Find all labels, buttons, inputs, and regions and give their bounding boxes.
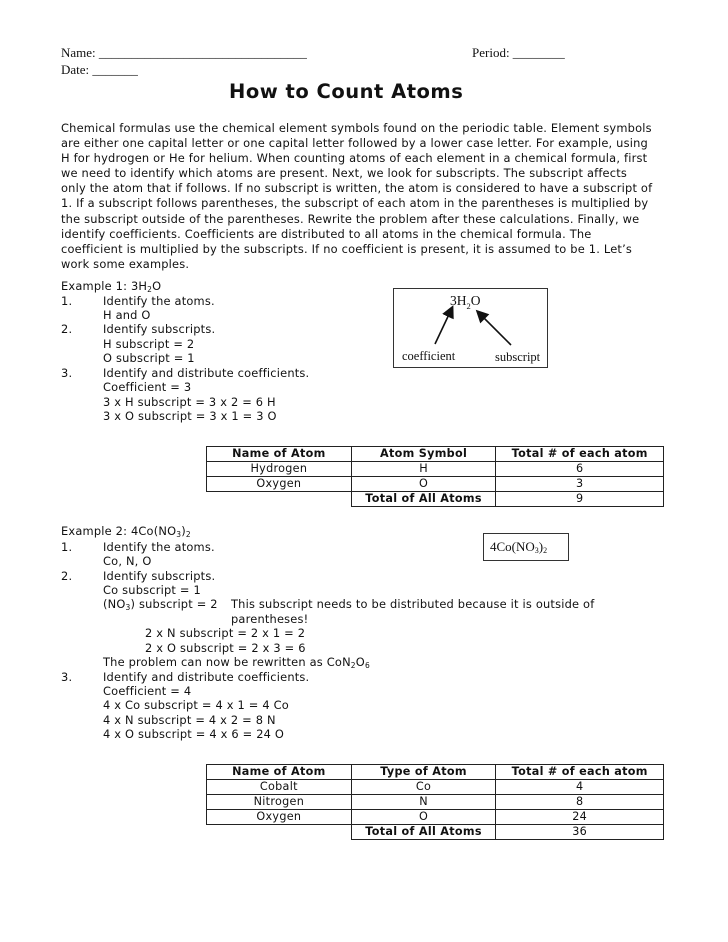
intro-line: the subscript outside of the parentheses. Rewrite the problem after these calculations. Finally, we — [61, 211, 640, 226]
intro-line: 1. If a subscript follows parentheses, the subscript of each atom in the parentheses is multiplied by — [61, 196, 649, 211]
example2-step2-detail: $(NO_3)$ subscript = 2 — [103, 597, 218, 612]
diagram-formula: $3H_2O$ — [450, 293, 481, 311]
intro-line: only the atom that if follows. If no subscript is written, the atom is considered to have a subscript of — [61, 181, 653, 196]
table-header-row — [207, 447, 664, 462]
example1-heading: Example 1: $3H_2O$ — [61, 279, 162, 294]
table-header-cell: Total # of each atom — [496, 765, 664, 780]
example2-step2-calc: 2 x O subscript = 2 x 3 = 6 — [145, 641, 306, 655]
table-header-cell: Total # of each atom — [496, 447, 664, 462]
example1-step3-number: 3. — [61, 366, 73, 380]
table-cell: Co — [351, 780, 496, 795]
table-row — [207, 810, 664, 825]
subscript-label: subscript — [495, 350, 541, 364]
table-empty-cell — [207, 492, 352, 507]
example2-step3-number: 3. — [61, 670, 73, 684]
coefficient-label: coefficient — [402, 349, 456, 363]
example2-step2-note: parentheses! — [231, 612, 309, 626]
table-total-label: Total of All Atoms — [351, 492, 496, 507]
example2-step2-detail: Co subscript = 1 — [103, 583, 201, 597]
table-total-label: Total of All Atoms — [351, 825, 496, 840]
table-total-row — [207, 492, 664, 507]
table-cell: H — [351, 462, 496, 477]
intro-line: are either one capital letter or one capital letter followed by a lower case letter. For example, using — [61, 136, 648, 151]
date-field-label: Date: _______ — [61, 62, 138, 77]
example2-box-formula: 4Co(NO3)2 — [490, 539, 548, 555]
table-cell: Oxygen — [207, 810, 352, 825]
example2-step3-detail: Coefficient = 4 — [103, 684, 192, 698]
example1-step3: Identify and distribute coefficients. — [103, 366, 310, 380]
table-cell: Hydrogen — [207, 462, 352, 477]
table-row — [207, 462, 664, 477]
table-header-cell: Name of Atom — [207, 447, 352, 462]
table-cell: 24 — [496, 810, 664, 825]
subscript-arrow — [478, 312, 511, 345]
table-row — [207, 795, 664, 810]
example1-step2: Identify subscripts. — [103, 322, 216, 336]
example2-step3-detail: 4 x Co subscript = 4 x 1 = 4 Co — [103, 698, 289, 712]
formula-diagram — [393, 288, 548, 368]
example1-step2-detail: H subscript = 2 — [103, 337, 195, 351]
intro-line: coefficient is multiplied by the subscripts. If no coefficient is present, it is assumed to be 1. Let’s — [61, 241, 633, 256]
table-row — [207, 780, 664, 795]
example2-step1-number: 1. — [61, 540, 73, 554]
table-cell: O — [351, 810, 496, 825]
intro-paragraph — [61, 121, 681, 272]
table-header-cell: Name of Atom — [207, 765, 352, 780]
page-title: How to Count Atoms — [229, 80, 464, 103]
intro-line: we need to identify which atoms are present. Next, we look for subscripts. The subscript affects — [61, 166, 628, 181]
example2-step2-calc: 2 x N subscript = 2 x 1 = 2 — [145, 626, 306, 640]
table-total-row — [207, 825, 664, 840]
intro-line: H for hydrogen or He for helium. When counting atoms of each element in a chemical formula, first — [61, 151, 648, 166]
example2-step3-detail: 4 x O subscript = 4 x 6 = 24 O — [103, 727, 285, 741]
example2-step3-detail: 4 x N subscript = 4 x 2 = 8 N — [103, 713, 276, 727]
intro-line: identify coefficients. Coefficients are distributed to all atoms in the chemical formula. The — [61, 226, 592, 241]
table-cell: 4 — [496, 780, 664, 795]
coefficient-arrow — [435, 308, 452, 344]
table-cell: Oxygen — [207, 477, 352, 492]
period-field-label: Period: ________ — [472, 45, 565, 60]
example1-step2-number: 2. — [61, 322, 73, 336]
example1-step1-number: 1. — [61, 294, 73, 308]
example1-atom-table — [206, 446, 664, 507]
example2-step3: Identify and distribute coefficients. — [103, 670, 310, 684]
table-cell: 3 — [496, 477, 664, 492]
table-cell: 8 — [496, 795, 664, 810]
table-total-value: 36 — [496, 825, 664, 840]
table-empty-cell — [207, 825, 352, 840]
example2-step1-detail: Co, N, O — [103, 554, 152, 568]
example1-step3-detail: 3 x H subscript = 3 x 2 = 6 H — [103, 395, 276, 409]
example2-step1: Identify the atoms. — [103, 540, 215, 554]
table-cell: Nitrogen — [207, 795, 352, 810]
example1-step3-detail: 3 x O subscript = 3 x 1 = 3 O — [103, 409, 277, 423]
example2-rewrite-text: The problem can now be rewritten as $CoN_2O_6$ — [103, 655, 370, 670]
table-cell: N — [351, 795, 496, 810]
name-field-label: Name: ________________________________ — [61, 45, 307, 60]
example2-step2-note: This subscript needs to be distributed because it is outside of — [231, 597, 595, 611]
table-header-cell: Atom Symbol — [351, 447, 496, 462]
table-total-value: 9 — [496, 492, 664, 507]
example2-heading: Example 2: $4Co(NO_3)_2$ — [61, 524, 191, 539]
table-cell: 6 — [496, 462, 664, 477]
example2-step2-number: 2. — [61, 569, 73, 583]
table-header-row — [207, 765, 664, 780]
intro-line: work some examples. — [61, 256, 190, 271]
example1-step1-detail: H and O — [103, 308, 151, 322]
example2-atom-table — [206, 764, 664, 840]
example1-step1: Identify the atoms. — [103, 294, 215, 308]
table-cell: O — [351, 477, 496, 492]
example2-step2: Identify subscripts. — [103, 569, 216, 583]
example1-step2-detail: O subscript = 1 — [103, 351, 195, 365]
table-cell: Cobalt — [207, 780, 352, 795]
table-row — [207, 477, 664, 492]
table-header-cell: Type of Atom — [351, 765, 496, 780]
example1-step3-detail: Coefficient = 3 — [103, 380, 192, 394]
intro-line: Chemical formulas use the chemical element symbols found on the periodic table. Element symbols — [61, 121, 652, 135]
example2-formula-box — [483, 533, 569, 561]
